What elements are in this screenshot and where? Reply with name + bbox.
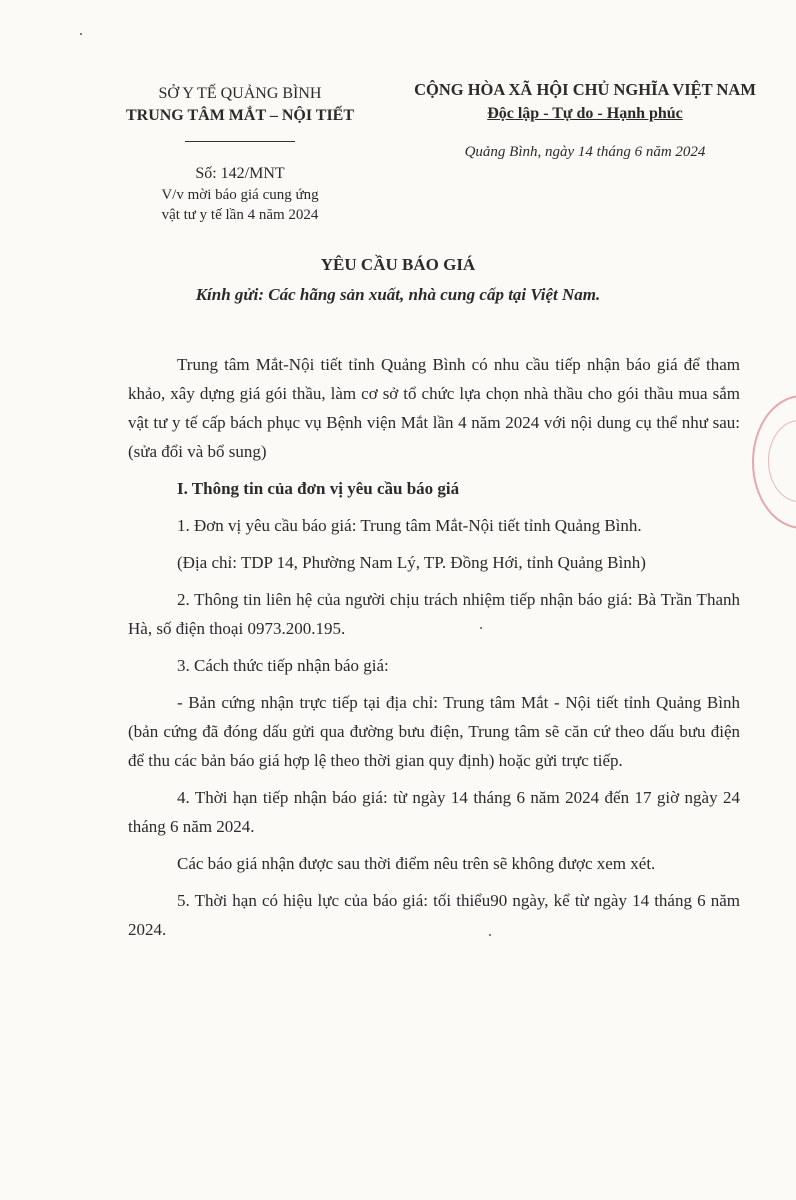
header-right: [395, 78, 775, 164]
intro-paragraph: Trung tâm Mắt-Nội tiết tỉnh Quảng Bình có nhu cầu tiếp nhận báo giá để tham khảo, xây dựng giá gói thầu, làm cơ sở tổ chức lựa chọn nhà thầu cho gói thầu mua sắm vật tư y tế cấp bách phục vụ Bệnh viện Mắt lần 4 năm 2024 với nội dung cụ thể như sau: (sửa đổi và bổ sung): [128, 355, 740, 461]
body-paragraph: 4. Thời hạn tiếp nhận báo giá: từ ngày 14 tháng 6 năm 2024 đến 17 giờ ngày 24 tháng 6 năm 2024.: [128, 788, 740, 836]
nation-name: CỘNG HÒA XÃ HỘI CHỦ NGHĨA VIỆT NAM: [414, 80, 756, 99]
document-number: Số: 142/MNT: [195, 165, 285, 182]
subject-line-2: vật tư y tế lần 4 năm 2024: [161, 207, 319, 223]
body-paragraph: 3. Cách thức tiếp nhận báo giá:: [177, 656, 389, 675]
scan-speck: [480, 627, 482, 629]
subject-line-1: V/v mời báo giá cung ứng: [161, 187, 319, 203]
document-body: [128, 350, 740, 952]
issuing-org: TRUNG TÂM MẮT – NỘI TIẾT: [125, 107, 355, 124]
national-motto: Độc lập - Tự do - Hạnh phúc: [487, 105, 683, 122]
scan-speck: [489, 934, 491, 936]
parent-org: SỞ Y TẾ QUẢNG BÌNH: [158, 85, 322, 102]
body-paragraph: - Bản cứng nhận trực tiếp tại địa chỉ: Trung tâm Mắt - Nội tiết tỉnh Quảng Bình (bản cứng đã đóng dấu gửi qua đường bưu điện, Trung tâm sẽ căn cứ theo dấu bưu điện để thu các bản báo giá hợp lệ theo thời gian quy định) hoặc gửi trực tiếp.: [128, 693, 740, 770]
header-left: [95, 83, 385, 225]
body-paragraph: Các báo giá nhận được sau thời điểm nêu trên sẽ không được xem xét.: [177, 854, 656, 873]
document-date: Quảng Bình, ngày 14 tháng 6 năm 2024: [464, 144, 706, 160]
body-paragraph: 2. Thông tin liên hệ của người chịu trách nhiệm tiếp nhận báo giá: Bà Trần Thanh Hà, số điện thoại 0973.200.195.: [128, 590, 740, 638]
body-paragraph: (Địa chỉ: TDP 14, Phường Nam Lý, TP. Đồng Hới, tỉnh Quảng Bình): [177, 553, 646, 572]
body-paragraph: 5. Thời hạn có hiệu lực của báo giá: tối thiểu90 ngày, kể từ ngày 14 tháng 6 năm 2024.: [128, 891, 740, 939]
org-underline: [185, 141, 295, 142]
section-heading: I. Thông tin của đơn vị yêu cầu báo giá: [177, 479, 460, 498]
scan-speck: [80, 33, 82, 35]
recipient-line: Kính gửi: Các hãng sản xuất, nhà cung cấp tại Việt Nam.: [195, 285, 601, 304]
body-paragraph: 1. Đơn vị yêu cầu báo giá: Trung tâm Mắt-Nội tiết tỉnh Quảng Bình.: [177, 516, 642, 535]
document-title: YÊU CẦU BÁO GIÁ: [320, 255, 476, 274]
